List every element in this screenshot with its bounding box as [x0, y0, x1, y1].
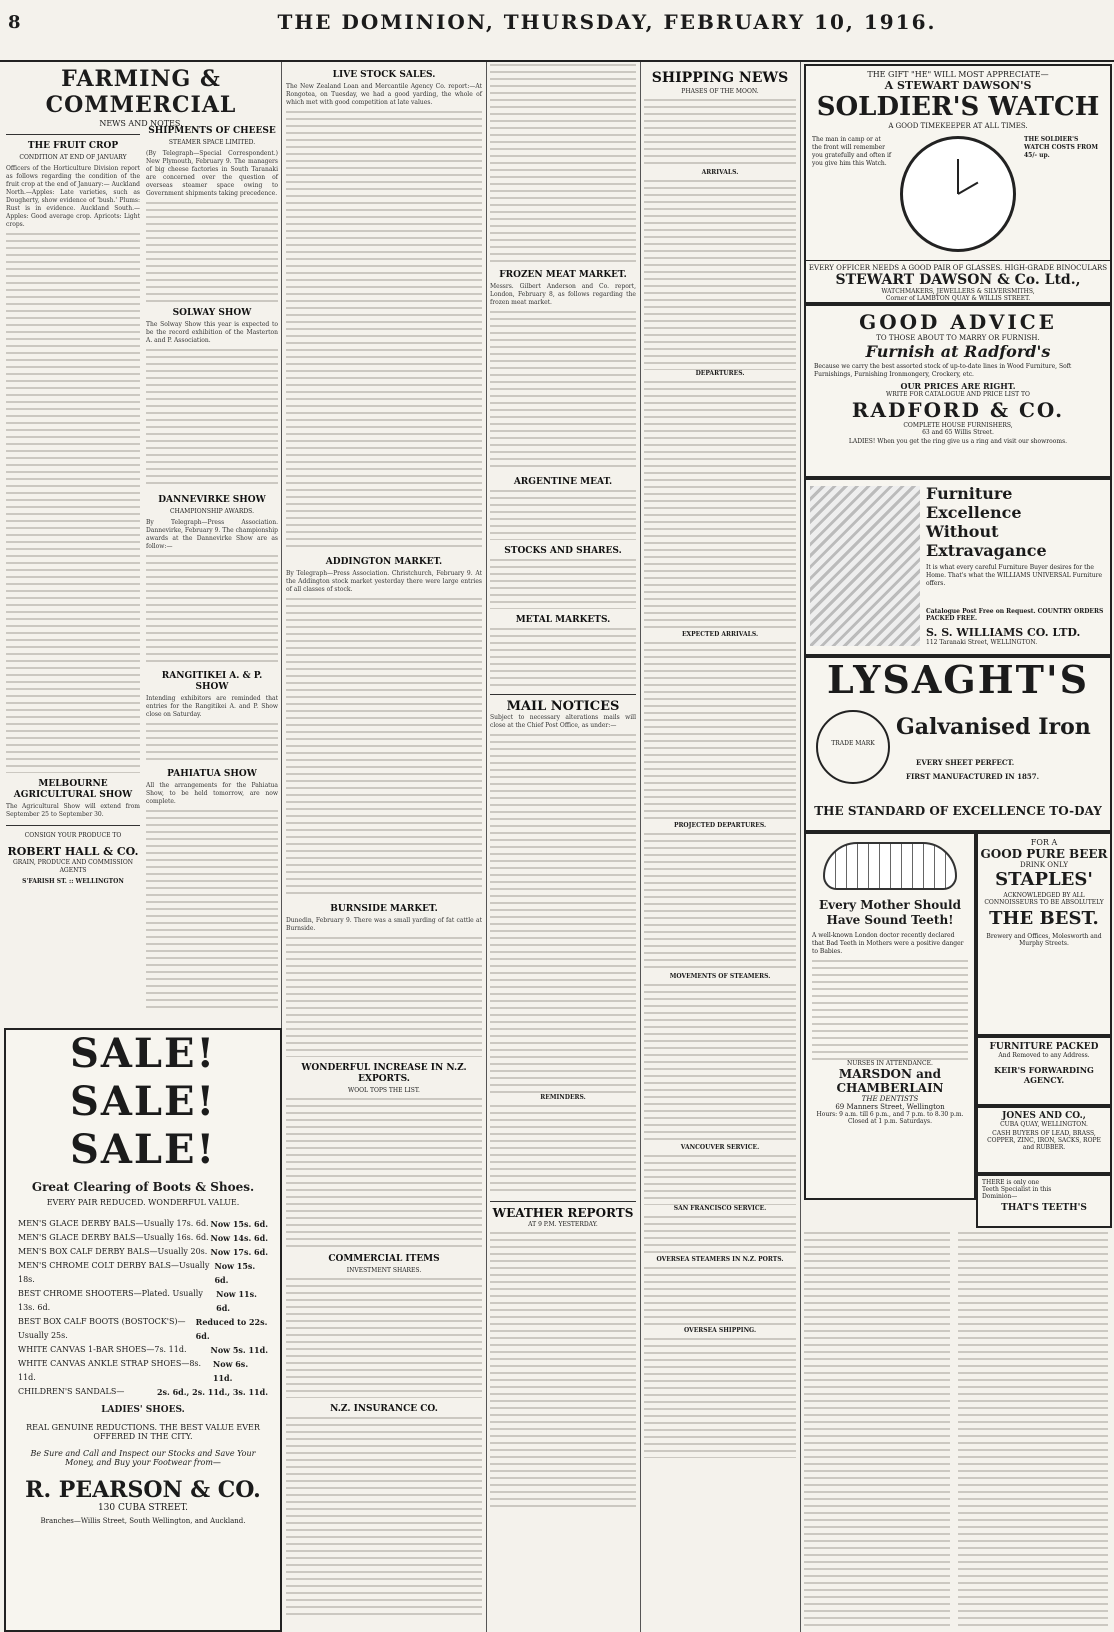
cheese-heading: SHIPMENTS OF CHEESE — [148, 126, 276, 136]
article-text-block — [490, 628, 636, 688]
watch-top-text: THE GIFT "HE" WILL MOST APPRECIATE— — [867, 70, 1049, 79]
movements-heading: MOVEMENTS OF STEAMERS. — [669, 973, 771, 980]
dentist-body: A well-known London doctor recently declared that Bad Teeth in Mothers were a positive danger to Babies. — [812, 932, 964, 955]
fruit-crop-text: Officers of the Horticulture Division report as follows regarding the condition of the fruit crop at the end of January:— Auckland North.—Apples: Late varieties, such as Dougherty, show evidence of 'bush.' Plums: Rust is in evidence. Auckland South.—Apples: Good average crop. Apricots: Light crops. — [6, 165, 140, 228]
sale-item-price: 2s. 6d., 2s. 11d., 3s. 11d. — [156, 1387, 268, 1397]
keirs-ad — [976, 1036, 1112, 1106]
article-text-block — [644, 180, 796, 370]
departures-heading: DEPARTURES. — [695, 370, 745, 377]
article-text-block — [146, 349, 278, 489]
masthead — [0, 0, 1114, 62]
article-text-block — [146, 810, 278, 1010]
lysaght-banner: THE STANDARD OF EXCELLENCE TO-DAY — [814, 804, 1102, 818]
sale-item-label: MEN'S CHROME COLT DERBY BALS—Usually 18s. — [18, 1261, 210, 1284]
watch-side-heading: THE SOLDIER'S WATCH COSTS FROM 45/- up. — [1024, 136, 1099, 159]
stewart-dawson-sub: WATCHMAKERS, JEWELLERS & SILVERSMITHS, — [881, 288, 1035, 295]
binoculars-text: EVERY OFFICER NEEDS A GOOD PAIR OF GLASSES. HIGH-GRADE BINOCULARS — [806, 260, 1110, 272]
meat-mail-column — [490, 64, 636, 1630]
mail-notices-heading: MAIL NOTICES — [506, 699, 620, 714]
radford-company: RADFORD & CO. — [851, 398, 1065, 422]
robert-hall-name: ROBERT HALL & CO. — [7, 845, 139, 858]
article-text-block — [286, 1417, 482, 1617]
radford-address: 63 and 65 Willis Street. — [922, 429, 994, 436]
reminders-heading: REMINDERS. — [540, 1094, 586, 1101]
frozen-meat-text: Messrs. Gilbert Anderson and Co. report, London, February 8, as follows regarding the frozen meat market. — [490, 283, 636, 306]
article-text-block — [644, 1338, 796, 1458]
dentist-company: MARSDON and CHAMBERLAIN — [836, 1067, 944, 1095]
sale-item-label: BEST CHROME SHOOTERS—Plated. Usually 13s. 6d. — [18, 1289, 203, 1312]
melbourne-heading: MELBOURNE AGRICULTURAL SHOW — [13, 779, 133, 800]
jones-body: CASH BUYERS OF LEAD, BRASS, COPPER, ZINC, IRON, SACKS, ROPE and RUBBER. — [987, 1130, 1101, 1151]
article-text-block — [490, 1232, 636, 1512]
livestock-column — [286, 64, 482, 1630]
watch-hour-hand — [958, 182, 979, 195]
williams-body: It is what every careful Furniture Buyer desires for the Home. That's what the WILLIAMS UNIVERSAL Furniture offers. — [926, 564, 1103, 587]
shipping-column — [644, 64, 796, 1630]
sale-item-price: Now 5s. 11d. — [210, 1345, 268, 1355]
article-text-block — [286, 598, 482, 898]
article-text-block — [644, 984, 796, 1144]
article-text-block — [286, 1098, 482, 1248]
expected-heading: EXPECTED ARRIVALS. — [681, 631, 759, 638]
fruit-crop-subheading: CONDITION AT END OF JANUARY — [19, 154, 127, 161]
teeth-stamp: THAT'S TEETH'S — [1001, 1203, 1087, 1213]
article-text-block — [286, 111, 482, 551]
jones-address: CUBA QUAY, WELLINGTON. — [1000, 1121, 1088, 1128]
sale-item-price: Now 14s. 6d. — [210, 1233, 268, 1243]
radford-sub: TO THOSE ABOUT TO MARRY OR FURNISH. — [876, 334, 1040, 342]
soldiers-watch-ad — [804, 64, 1112, 304]
investment-heading: INVESTMENT SHARES. — [346, 1267, 422, 1274]
consign-text: CONSIGN YOUR PRODUCE TO — [24, 832, 122, 839]
vancouver-heading: VANCOUVER SERVICE. — [680, 1144, 760, 1151]
wool-heading: WOOL TOPS THE LIST. — [348, 1087, 420, 1094]
watch-tagline: A GOOD TIMEKEEPER AT ALL TIMES. — [888, 122, 1028, 130]
williams-furniture-ad — [804, 478, 1112, 656]
article-text-block — [146, 555, 278, 665]
column-rule — [800, 62, 801, 1632]
staples-beer-ad — [976, 832, 1112, 1036]
staples-brewery: Brewery and Offices, Molesworth and Murphy Streets. — [986, 933, 1102, 947]
watch-brand: A STEWART DAWSON'S — [884, 79, 1032, 92]
article-text-block — [490, 490, 636, 540]
metal-heading: METAL MARKETS. — [515, 615, 611, 625]
teeth-text: THERE is only one Teeth Specialist in this Dominion— — [982, 1179, 1052, 1200]
furniture-illustration — [810, 486, 920, 646]
pearson-address: 130 CUBA STREET. — [97, 1503, 189, 1513]
dentist-closed: Closed at 1 p.m. Saturdays. — [848, 1118, 932, 1125]
sale-item-price: Now 11s. 6d. — [216, 1289, 257, 1313]
staples-for: FOR A — [1030, 838, 1058, 847]
keirs-sub: And Removed to any Address. — [998, 1052, 1090, 1059]
dentist-sub: THE DENTISTS — [861, 1095, 919, 1103]
shipping-gossip-column-right — [958, 1232, 1108, 1628]
cheese-text: (By Telegraph—Special Correspondent.) New Plymouth, February 9. The managers of big cheese factories in South Taranaki are concerned over the question of overseas steamer space owing to Government shipments taking precedence. — [146, 150, 278, 197]
pahiatua-text: All the arrangements for the Pahiatua Show, to be held tomorrow, are now complete. — [146, 782, 278, 805]
stocks-heading: STOCKS AND SHARES. — [504, 546, 622, 556]
lysaght-tag2: FIRST MANUFACTURED IN 1857. — [906, 772, 1040, 781]
radford-prices: OUR PRICES ARE RIGHT. — [900, 381, 1016, 391]
sale-item-label: MEN'S GLACE DERBY BALS—Usually 16s. 6d. — [18, 1233, 209, 1242]
livestock-heading: LIVE STOCK SALES. — [332, 70, 436, 80]
article-text-block — [6, 233, 140, 773]
article-text-block — [644, 642, 796, 822]
column-rule — [640, 62, 641, 1632]
watch-title: SOLDIER'S WATCH — [816, 92, 1100, 122]
robert-hall-sub: GRAIN, PRODUCE AND COMMISSION AGENTS — [12, 859, 134, 874]
article-text-block — [644, 1267, 796, 1327]
sale-item-label: CHILDREN'S SANDALS— — [18, 1387, 125, 1396]
williams-address: 112 Taranaki Street, WELLINGTON. — [926, 639, 1038, 646]
watch-illustration — [900, 136, 1016, 252]
sale-tagline: EVERY PAIR REDUCED. WONDERFUL VALUE. — [46, 1198, 240, 1207]
lysaght-sub: Galvanised Iron — [896, 714, 1091, 740]
sale-item-price: Now 6s. 11d. — [212, 1359, 249, 1383]
sale-item-label: BEST BOX CALF BOOTS (BOSTOCK'S)—Usually 25s. — [18, 1317, 186, 1340]
newspaper-title: THE DOMINION, THURSDAY, FEBRUARY 10, 1916. — [277, 10, 937, 34]
radford-body: Because we carry the best assorted stock of up-to-date lines in Wood Furniture, Soft Furnishings, Furnishing Ironmongery, Crockery, etc. — [814, 363, 1072, 378]
pahiatua-heading: PAHIATUA SHOW — [167, 769, 257, 779]
mail-notices-text: Subject to necessary alterations mails will close at the Chief Post Office, as under:— — [490, 714, 636, 729]
column-rule — [486, 62, 487, 1632]
article-text-block — [490, 64, 636, 264]
sale-reductions: REAL GENUINE REDUCTIONS. THE BEST VALUE EVER OFFERED IN THE CITY. — [26, 1423, 260, 1441]
article-text-block — [804, 1232, 950, 1628]
weather-subheading: AT 9 P.M. YESTERDAY. — [528, 1221, 598, 1228]
article-text-block — [146, 723, 278, 763]
article-text-block — [644, 833, 796, 973]
rangitikei-heading: RANGITIKEI A. & P. SHOW — [161, 671, 263, 692]
sale-item-label: WHITE CANVAS 1-BAR SHOES—7s. 11d. — [18, 1345, 187, 1354]
article-text-block — [490, 559, 636, 609]
stewart-dawson-name: STEWART DAWSON & Co. Ltd., — [835, 272, 1081, 288]
projected-heading: PROJECTED DEPARTURES. — [673, 822, 767, 829]
page-number: 8 — [8, 12, 21, 33]
section-title: FARMING & COMMERCIAL — [45, 66, 237, 118]
pearson-sale-ad — [4, 1028, 282, 1632]
sale-item-price: Now 17s. 6d. — [210, 1247, 268, 1257]
article-text-block — [286, 937, 482, 1057]
dentist-hours: Hours: 9 a.m. till 6 p.m., and 7 p.m. to 8.30 p.m. — [816, 1111, 964, 1118]
article-text-block — [644, 1216, 796, 1256]
sale-item — [6, 1315, 280, 1343]
solway-text: The Solway Show this year is expected to be the record exhibition of the Masterton A. and P. Association. — [146, 321, 278, 344]
radford-headline: Furnish at Radford's — [865, 342, 1051, 361]
cheese-subheading: STEAMER SPACE LIMITED. — [168, 139, 256, 146]
article-text-block — [490, 311, 636, 471]
overseas-shipping-heading: OVERSEA SHIPPING. — [683, 1327, 757, 1334]
williams-company: S. S. WILLIAMS CO. LTD. — [926, 626, 1081, 639]
radford-ladies: LADIES! When you get the ring give us a ring and visit our showrooms. — [848, 438, 1068, 445]
addington-heading: ADDINGTON MARKET. — [325, 557, 443, 567]
sale-item — [6, 1245, 280, 1259]
stewart-dawson-address: Corner of LAMBTON QUAY & WILLIS STREET. — [885, 295, 1031, 302]
sale-title: SALE! SALE! SALE! — [69, 1030, 217, 1173]
sale-item — [6, 1217, 280, 1231]
article-text-block — [644, 1155, 796, 1205]
article-text-block — [146, 202, 278, 302]
fruit-crop-heading: THE FRUIT CROP — [27, 141, 119, 151]
melbourne-text: The Agricultural Show will extend from September 25 to September 30. — [6, 803, 140, 818]
sale-item-price: Reduced to 22s. 6d. — [195, 1317, 268, 1341]
argentine-heading: ARGENTINE MEAT. — [513, 477, 613, 487]
addington-text: By Telegraph—Press Association. Christchurch, February 9. At the Addington stock market yesterday there were large entries of all classes of stock. — [286, 570, 482, 593]
rangitikei-text: Intending exhibitors are reminded that entries for the Rangitikei A. and P. Show close on Saturday. — [146, 695, 278, 718]
dannevirke-subheading: CHAMPIONSHIP AWARDS. — [170, 508, 254, 515]
lysaght-title: LYSAGHT'S — [826, 657, 1090, 702]
sale-item-price: Now 15s. 6d. — [210, 1219, 268, 1229]
sale-call: Be Sure and Call and Inspect our Stocks and Save Your Money, and Buy your Footwear from— — [30, 1449, 256, 1467]
williams-title: Furniture Excellence — [926, 484, 1022, 522]
sale-item — [6, 1357, 280, 1385]
watch-minute-hand — [957, 159, 959, 194]
sale-item-price: Now 15s. 6d. — [214, 1261, 256, 1285]
dannevirke-heading: DANNEVIRKE SHOW — [158, 495, 266, 505]
frozen-meat-heading: FROZEN MEAT MARKET. — [499, 270, 627, 280]
article-text-block — [286, 1278, 482, 1398]
solway-heading: SOLWAY SHOW — [172, 308, 252, 318]
robert-hall-address: S'FARISH ST. :: WELLINGTON — [22, 878, 124, 885]
staples-drink: DRINK ONLY — [1020, 861, 1068, 869]
article-text-block — [812, 960, 968, 1060]
dentist-ad — [804, 832, 976, 1200]
williams-catalogue: Catalogue Post Free on Request. COUNTRY ORDERS PACKED FREE. — [926, 608, 1104, 622]
dentist-address: 69 Manners Street, Wellington — [835, 1103, 945, 1111]
dentist-headline: Every Mother Should Have Sound Teeth! — [819, 898, 961, 927]
moon-heading: PHASES OF THE MOON. — [681, 88, 759, 95]
sale-item — [6, 1259, 280, 1287]
weather-heading: WEATHER REPORTS — [492, 1206, 634, 1220]
pearson-branches: Branches—Willis Street, South Wellington, and Auckland. — [40, 1517, 246, 1525]
insurance-heading: N.Z. INSURANCE CO. — [330, 1404, 438, 1414]
radford-catalogue: WRITE FOR CATALOGUE AND PRICE LIST TO — [886, 391, 1030, 398]
commercial-heading: COMMERCIAL ITEMS — [328, 1254, 440, 1264]
williams-sub: Without Extravagance — [926, 522, 1047, 560]
keirs-title: FURNITURE PACKED — [989, 1042, 1099, 1052]
sale-item — [6, 1385, 280, 1399]
shipping-heading: SHIPPING NEWS — [651, 70, 789, 86]
article-text-block — [644, 381, 796, 631]
arrivals-heading: ARRIVALS. — [701, 169, 739, 176]
sale-item-label: WHITE CANVAS ANKLE STRAP SHOES—8s. 11d. — [18, 1359, 202, 1382]
radford-company-sub: COMPLETE HOUSE FURNISHERS, — [903, 422, 1013, 429]
sale-item — [6, 1343, 280, 1357]
article-text-block — [644, 99, 796, 169]
shows-column — [146, 120, 278, 1024]
exports-heading: WONDERFUL INCREASE IN N.Z. EXPORTS. — [301, 1063, 467, 1084]
dentist-nurses: NURSES IN ATTENDANCE. — [847, 1060, 933, 1067]
sale-item-list — [6, 1217, 280, 1399]
lysaght-mark-text: TRADE MARK — [831, 740, 875, 747]
sale-item-label: MEN'S BOX CALF DERBY BALS—Usually 20s. — [18, 1247, 208, 1256]
dannevirke-text: By Telegraph—Press Association. Dannevirke, February 9. The championship awards at the Dannevirke Show are as follow:— — [146, 519, 278, 550]
burnside-heading: BURNSIDE MARKET. — [330, 904, 438, 914]
overseas-ports-heading: OVERSEA STEAMERS IN N.Z. PORTS. — [656, 1256, 784, 1263]
pearson-company: R. PEARSON & CO. — [25, 1477, 261, 1503]
section-subtitle: NEWS AND NOTES. — [99, 119, 183, 128]
keirs-company: KEIR'S FORWARDING AGENCY. — [994, 1065, 1094, 1085]
lysaght-trademark-logo — [816, 710, 890, 784]
staples-good: GOOD PURE BEER — [980, 847, 1108, 861]
sanfrancisco-heading: SAN FRANCISCO SERVICE. — [673, 1205, 767, 1212]
radford-title: GOOD ADVICE — [859, 310, 1057, 334]
staples-name: STAPLES' — [995, 869, 1093, 890]
radford-ad — [804, 304, 1112, 478]
article-text-block — [490, 734, 636, 1094]
lysaght-tag1: EVERY SHEET PERFECT. — [916, 758, 1015, 767]
staples-ack: ACKNOWLEDGED BY ALL CONNOISSEURS TO BE ABSOLUTELY — [984, 892, 1104, 906]
sale-item-label: MEN'S GLACE DERBY BALS—Usually 17s. 6d. — [18, 1219, 209, 1228]
sale-item — [6, 1287, 280, 1315]
watch-body: The man in camp or at the front will remember you gratefully and often if you give him this Watch. — [812, 136, 892, 167]
livestock-text: The New Zealand Loan and Mercantile Agency Co. report:—At Rongotea, on Tuesday, we had a good yarding, the whole of which met with good competition at late values. — [286, 83, 482, 106]
sale-headline: Great Clearing of Boots & Shoes. — [31, 1180, 255, 1194]
article-text-block — [490, 1105, 636, 1195]
teeth-specialist-ad — [976, 1174, 1112, 1228]
jones-company: JONES AND CO., — [1002, 1111, 1086, 1121]
lysaght-ad — [804, 656, 1112, 832]
jones-ad — [976, 1106, 1112, 1174]
burnside-text: Dunedin, February 9. There was a small yarding of fat cattle at Burnside. — [286, 917, 482, 932]
ladies-shoes-heading: LADIES' SHOES. — [101, 1405, 185, 1415]
staples-best: THE BEST. — [989, 908, 1099, 929]
teeth-illustration — [823, 842, 957, 890]
article-text-block — [958, 1232, 1108, 1628]
shipping-gossip-column-left — [804, 1232, 950, 1628]
sale-item — [6, 1231, 280, 1245]
